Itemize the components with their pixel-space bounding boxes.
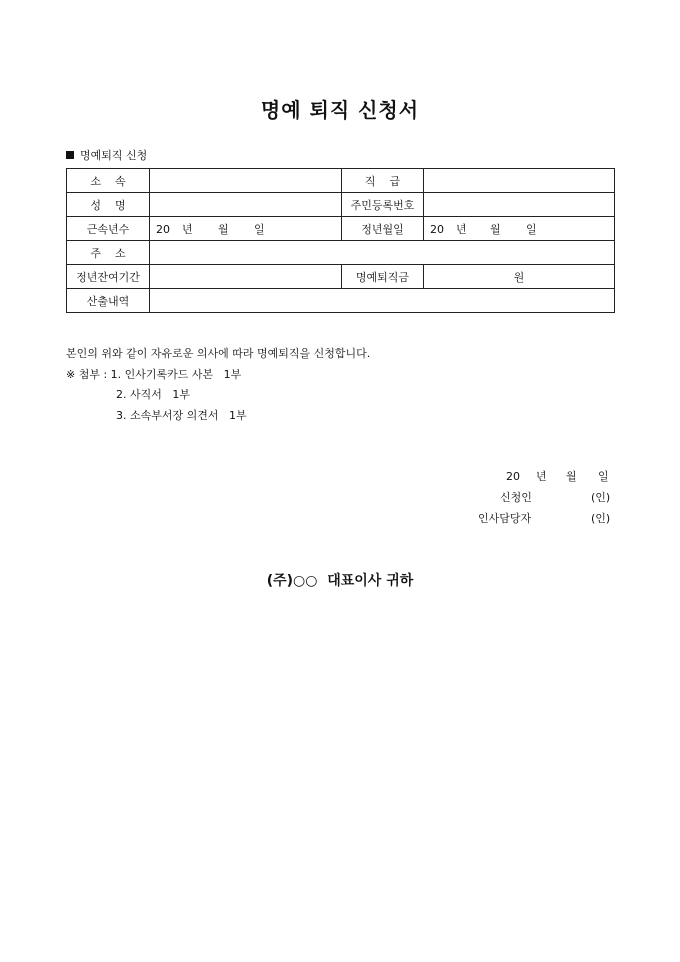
signature-date-month: 월 [566,470,577,483]
table-row [67,289,615,313]
name-field[interactable] [150,193,342,217]
resident-no-field[interactable] [424,193,615,217]
square-bullet-icon [66,151,74,159]
resident-no-label: 주민등록번호 [342,193,424,217]
service-years-month: 월 [218,222,229,236]
name-label [67,193,150,217]
attachment-item-1: ※ 첨부 : 1. 인사기록카드 사본 1부 [66,368,242,381]
statement-text: 본인의 위와 같이 자유로운 의사에 따라 명예퇴직을 신청합니다. [66,347,371,360]
table-row [67,169,615,193]
affiliation-label [67,169,150,193]
service-years-prefix: 20 [156,222,170,236]
calculation-field[interactable] [150,289,615,313]
attachment-item-3: 3. 소속부서장 의견서 1부 [116,409,247,422]
applicant-seal: (인) [591,491,611,504]
position-field[interactable] [424,169,615,193]
retirement-date-label: 정년월일 [342,217,424,241]
remaining-period-label: 정년잔여기간 [67,265,150,289]
signature-date-day: 일 [598,470,609,483]
retirement-date-year: 년 [456,222,467,236]
service-years-field[interactable] [150,217,342,241]
remaining-period-field[interactable] [150,265,342,289]
address-field[interactable] [150,241,615,265]
document-title: 명예 퇴직 신청서 [260,98,420,122]
hr-manager-seal: (인) [591,512,611,525]
retirement-date-field[interactable] [424,217,615,241]
severance-field[interactable] [424,265,615,289]
table-row [67,241,615,265]
section-heading [66,147,147,163]
affiliation-field[interactable] [150,169,342,193]
signature-date [506,468,609,484]
table-row [67,217,615,241]
retirement-date-day: 일 [526,222,537,236]
section-label: 명예퇴직 신청 [80,149,148,162]
address-label [67,241,150,265]
name-label-text: 성 명 [90,198,126,212]
service-years-label: 근속년수 [67,217,150,241]
calculation-label: 산출내역 [67,289,150,313]
addressee: (주)○○ 대표이사 귀하 [266,573,414,589]
position-label [342,169,424,193]
signature-date-prefix: 20 [506,470,520,483]
address-label-text: 주 소 [90,246,126,260]
retirement-date-prefix: 20 [430,222,444,236]
service-years-day: 일 [254,222,265,236]
signature-date-year: 년 [536,470,547,483]
attachment-item-2: 2. 사직서 1부 [116,388,190,401]
severance-label: 명예퇴직금 [342,265,424,289]
retirement-date-month: 월 [490,222,501,236]
hr-manager-label: 인사담당자 [478,512,532,525]
table-row [67,265,615,289]
application-form-table [66,168,615,313]
service-years-year: 년 [182,222,193,236]
affiliation-label-text: 소 속 [90,174,126,188]
table-row [67,193,615,217]
applicant-label: 신청인 [500,491,532,504]
severance-unit: 원 [513,270,525,284]
position-label-text: 직 급 [364,174,401,188]
